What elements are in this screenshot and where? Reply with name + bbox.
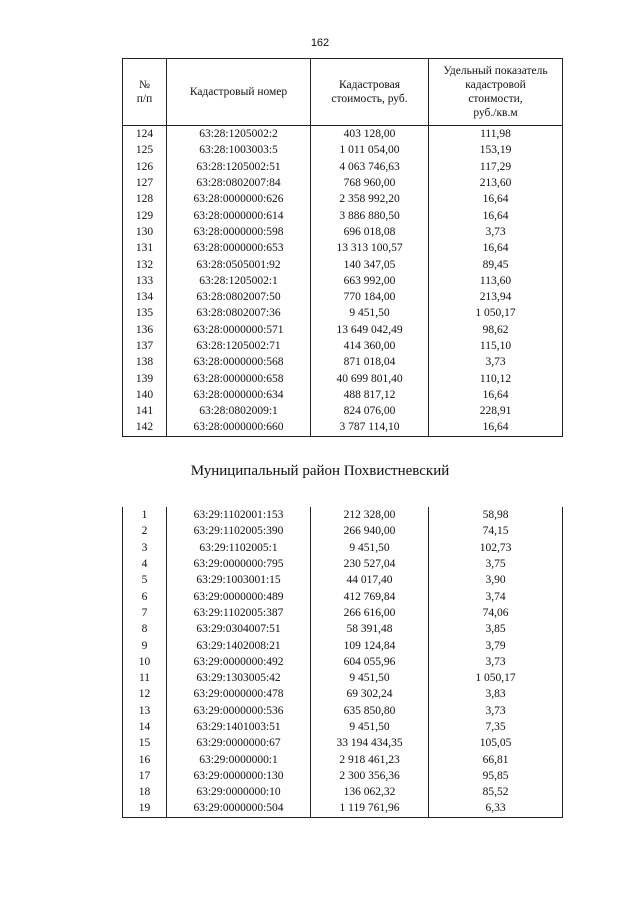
cell-cadastral-value: 1 011 054,00 — [311, 142, 429, 158]
cell-cadastral-value: 770 184,00 — [311, 289, 429, 305]
table-body-bottom — [123, 507, 563, 817]
table-row — [123, 800, 563, 817]
table-row — [123, 523, 563, 539]
cell-specific-value: 16,64 — [429, 240, 563, 256]
cell-num: 128 — [123, 191, 167, 207]
table-row — [123, 735, 563, 751]
cell-specific-value: 117,29 — [429, 159, 563, 175]
cell-cadastral-value: 33 194 434,35 — [311, 735, 429, 751]
cell-num: 19 — [123, 800, 167, 817]
cell-cadastral-value: 230 527,04 — [311, 556, 429, 572]
cell-specific-value: 74,06 — [429, 605, 563, 621]
table-row — [123, 588, 563, 604]
cell-specific-value: 1 050,17 — [429, 305, 563, 321]
cell-cadastral-number: 63:28:1003003:5 — [167, 142, 311, 158]
table-row — [123, 751, 563, 767]
cell-cadastral-value: 488 817,12 — [311, 387, 429, 403]
cell-specific-value: 153,19 — [429, 142, 563, 158]
table-header — [123, 59, 563, 126]
cell-cadastral-value: 109 124,84 — [311, 637, 429, 653]
cell-specific-value: 16,64 — [429, 207, 563, 223]
table-row — [123, 387, 563, 403]
cell-num: 140 — [123, 387, 167, 403]
cell-num: 2 — [123, 523, 167, 539]
table-row — [123, 256, 563, 272]
cell-cadastral-number: 63:29:0304007:51 — [167, 621, 311, 637]
table-row — [123, 540, 563, 556]
cell-cadastral-value: 212 328,00 — [311, 507, 429, 523]
cell-specific-value: 16,64 — [429, 387, 563, 403]
cell-cadastral-number: 63:28:0802009:1 — [167, 403, 311, 419]
table-row — [123, 686, 563, 702]
cell-cadastral-value: 403 128,00 — [311, 126, 429, 143]
cell-cadastral-value: 768 960,00 — [311, 175, 429, 191]
cell-specific-value: 228,91 — [429, 403, 563, 419]
cell-num: 15 — [123, 735, 167, 751]
cell-num: 18 — [123, 784, 167, 800]
cell-num: 127 — [123, 175, 167, 191]
cell-cadastral-value: 663 992,00 — [311, 273, 429, 289]
cell-cadastral-value: 266 940,00 — [311, 523, 429, 539]
header-cadastral-number — [167, 59, 311, 126]
cell-specific-value: 111,98 — [429, 126, 563, 143]
cell-cadastral-number: 63:28:0000000:568 — [167, 354, 311, 370]
table-row — [123, 768, 563, 784]
cell-cadastral-value: 9 451,50 — [311, 719, 429, 735]
cell-num: 125 — [123, 142, 167, 158]
cell-cadastral-value: 3 886 880,50 — [311, 207, 429, 223]
cell-num: 137 — [123, 338, 167, 354]
cell-cadastral-number: 63:28:0000000:634 — [167, 387, 311, 403]
cell-specific-value: 1 050,17 — [429, 670, 563, 686]
cell-num: 133 — [123, 273, 167, 289]
cell-cadastral-value: 69 302,24 — [311, 686, 429, 702]
cell-num: 7 — [123, 605, 167, 621]
cell-num: 3 — [123, 540, 167, 556]
cell-cadastral-number: 63:28:0000000:614 — [167, 207, 311, 223]
cell-cadastral-number: 63:29:1102005:387 — [167, 605, 311, 621]
table-row — [123, 403, 563, 419]
cell-specific-value: 3,79 — [429, 637, 563, 653]
table-row — [123, 572, 563, 588]
table-row — [123, 289, 563, 305]
cell-cadastral-number: 63:29:1102001:153 — [167, 507, 311, 523]
cell-cadastral-number: 63:29:0000000:504 — [167, 800, 311, 817]
cell-cadastral-number: 63:28:0000000:658 — [167, 370, 311, 386]
cell-num: 130 — [123, 224, 167, 240]
cell-cadastral-value: 871 018,04 — [311, 354, 429, 370]
cell-specific-value: 6,33 — [429, 800, 563, 817]
cell-cadastral-number: 63:29:0000000:130 — [167, 768, 311, 784]
cell-specific-value: 66,81 — [429, 751, 563, 767]
cell-cadastral-value: 13 649 042,49 — [311, 322, 429, 338]
cell-cadastral-value: 9 451,50 — [311, 305, 429, 321]
cell-cadastral-value: 604 055,96 — [311, 654, 429, 670]
table-row — [123, 224, 563, 240]
cell-cadastral-number: 63:29:1303005:42 — [167, 670, 311, 686]
cell-num: 138 — [123, 354, 167, 370]
cell-cadastral-number: 63:28:0000000:598 — [167, 224, 311, 240]
cell-specific-value: 3,83 — [429, 686, 563, 702]
cell-num: 141 — [123, 403, 167, 419]
table-row — [123, 621, 563, 637]
table-row — [123, 240, 563, 256]
cell-cadastral-number: 63:29:1402008:21 — [167, 637, 311, 653]
cell-num: 142 — [123, 419, 167, 436]
table-row — [123, 159, 563, 175]
cell-cadastral-number: 63:29:0000000:536 — [167, 703, 311, 719]
cell-cadastral-value: 2 300 356,36 — [311, 768, 429, 784]
cell-specific-value: 102,73 — [429, 540, 563, 556]
table-row — [123, 273, 563, 289]
cell-cadastral-number: 63:29:1102005:390 — [167, 523, 311, 539]
cell-num: 9 — [123, 637, 167, 653]
cell-cadastral-value: 4 063 746,63 — [311, 159, 429, 175]
cell-cadastral-value: 2 358 992,20 — [311, 191, 429, 207]
cell-cadastral-value: 635 850,80 — [311, 703, 429, 719]
cell-specific-value: 3,73 — [429, 654, 563, 670]
cell-num: 11 — [123, 670, 167, 686]
table-row — [123, 419, 563, 436]
cell-cadastral-value: 136 062,32 — [311, 784, 429, 800]
cell-cadastral-value: 3 787 114,10 — [311, 419, 429, 436]
table-row — [123, 637, 563, 653]
cell-specific-value: 85,52 — [429, 784, 563, 800]
cell-specific-value: 74,15 — [429, 523, 563, 539]
header-cadastral-label: Кадастровый номер — [189, 86, 288, 98]
cell-specific-value: 58,98 — [429, 507, 563, 523]
header-row — [123, 59, 563, 126]
cell-cadastral-value: 2 918 461,23 — [311, 751, 429, 767]
page-number: 162 — [310, 37, 330, 49]
cell-num: 10 — [123, 654, 167, 670]
cell-specific-value: 3,73 — [429, 354, 563, 370]
cell-cadastral-number: 63:28:0802007:84 — [167, 175, 311, 191]
cell-num: 6 — [123, 588, 167, 604]
cell-cadastral-number: 63:29:0000000:1 — [167, 751, 311, 767]
cell-cadastral-number: 63:29:0000000:67 — [167, 735, 311, 751]
cell-num: 136 — [123, 322, 167, 338]
section-title: Муниципальный район Похвистневский — [190, 463, 450, 479]
cell-specific-value: 213,94 — [429, 289, 563, 305]
cell-cadastral-value: 414 360,00 — [311, 338, 429, 354]
cell-specific-value: 98,62 — [429, 322, 563, 338]
table-row — [123, 703, 563, 719]
cell-num: 124 — [123, 126, 167, 143]
cell-num: 14 — [123, 719, 167, 735]
header-num — [123, 59, 167, 126]
cell-num: 134 — [123, 289, 167, 305]
table-row — [123, 605, 563, 621]
cell-cadastral-value: 9 451,50 — [311, 540, 429, 556]
table-row — [123, 507, 563, 523]
cell-num: 17 — [123, 768, 167, 784]
cell-cadastral-value: 40 699 801,40 — [311, 370, 429, 386]
cell-cadastral-value: 44 017,40 — [311, 572, 429, 588]
cell-cadastral-number: 63:28:1205002:71 — [167, 338, 311, 354]
cell-num: 131 — [123, 240, 167, 256]
cell-specific-value: 3,73 — [429, 224, 563, 240]
cell-num: 1 — [123, 507, 167, 523]
cell-num: 129 — [123, 207, 167, 223]
table-row — [123, 370, 563, 386]
cell-specific-value: 3,74 — [429, 588, 563, 604]
cell-cadastral-number: 63:29:0000000:795 — [167, 556, 311, 572]
table-row — [123, 338, 563, 354]
cell-specific-value: 16,64 — [429, 191, 563, 207]
cell-cadastral-number: 63:29:0000000:492 — [167, 654, 311, 670]
cell-specific-value: 105,05 — [429, 735, 563, 751]
header-value-label: Кадастровая стоимость, руб. — [331, 79, 408, 105]
cell-cadastral-value: 412 769,84 — [311, 588, 429, 604]
header-cadastral-value — [311, 59, 429, 126]
cell-cadastral-value: 1 119 761,96 — [311, 800, 429, 817]
cell-cadastral-value: 824 076,00 — [311, 403, 429, 419]
header-specific-value — [429, 59, 563, 126]
cell-cadastral-number: 63:28:1205002:1 — [167, 273, 311, 289]
cell-cadastral-number: 63:29:1102005:1 — [167, 540, 311, 556]
cell-specific-value: 3,85 — [429, 621, 563, 637]
cell-cadastral-number: 63:28:0000000:571 — [167, 322, 311, 338]
cell-cadastral-number: 63:28:0000000:653 — [167, 240, 311, 256]
cell-num: 139 — [123, 370, 167, 386]
cell-cadastral-number: 63:28:0802007:50 — [167, 289, 311, 305]
cell-num: 16 — [123, 751, 167, 767]
cell-num: 8 — [123, 621, 167, 637]
header-specific-label: Удельный показатель кадастровой стоимости, руб./кв.м — [443, 65, 548, 119]
cell-num: 135 — [123, 305, 167, 321]
cell-specific-value: 213,60 — [429, 175, 563, 191]
cell-cadastral-value: 13 313 100,57 — [311, 240, 429, 256]
table-row — [123, 556, 563, 572]
cell-cadastral-number: 63:28:0000000:660 — [167, 419, 311, 436]
cell-cadastral-value: 266 616,00 — [311, 605, 429, 621]
cell-specific-value: 16,64 — [429, 419, 563, 436]
table-row — [123, 142, 563, 158]
table-row — [123, 305, 563, 321]
cell-cadastral-number: 63:29:0000000:489 — [167, 588, 311, 604]
cell-specific-value: 95,85 — [429, 768, 563, 784]
cell-cadastral-number: 63:29:1003001:15 — [167, 572, 311, 588]
cell-cadastral-number: 63:28:0505001:92 — [167, 256, 311, 272]
table-row — [123, 670, 563, 686]
table-row — [123, 654, 563, 670]
cell-cadastral-value: 140 347,05 — [311, 256, 429, 272]
cell-cadastral-number: 63:28:1205002:51 — [167, 159, 311, 175]
table-row — [123, 191, 563, 207]
cell-specific-value: 113,60 — [429, 273, 563, 289]
table-row — [123, 126, 563, 143]
cadastral-table-bottom — [122, 507, 563, 818]
cell-specific-value: 89,45 — [429, 256, 563, 272]
cell-num: 5 — [123, 572, 167, 588]
cell-cadastral-number: 63:29:0000000:10 — [167, 784, 311, 800]
table-row — [123, 784, 563, 800]
cell-specific-value: 3,73 — [429, 703, 563, 719]
cell-cadastral-number: 63:29:1401003:51 — [167, 719, 311, 735]
cell-cadastral-number: 63:29:0000000:478 — [167, 686, 311, 702]
cell-cadastral-value: 9 451,50 — [311, 670, 429, 686]
cell-num: 12 — [123, 686, 167, 702]
cell-num: 126 — [123, 159, 167, 175]
cell-cadastral-number: 63:28:0802007:36 — [167, 305, 311, 321]
cell-cadastral-value: 696 018,08 — [311, 224, 429, 240]
cell-specific-value: 3,75 — [429, 556, 563, 572]
table-row — [123, 354, 563, 370]
cell-cadastral-number: 63:28:1205002:2 — [167, 126, 311, 143]
cell-specific-value: 115,10 — [429, 338, 563, 354]
table-row — [123, 207, 563, 223]
cell-num: 4 — [123, 556, 167, 572]
cell-specific-value: 110,12 — [429, 370, 563, 386]
cadastral-table-top — [122, 58, 563, 437]
table-row — [123, 719, 563, 735]
table-body-top — [123, 126, 563, 437]
cell-cadastral-value: 58 391,48 — [311, 621, 429, 637]
header-num-label: № п/п — [136, 79, 153, 105]
table-row — [123, 175, 563, 191]
cell-cadastral-number: 63:28:0000000:626 — [167, 191, 311, 207]
cell-specific-value: 7,35 — [429, 719, 563, 735]
cell-num: 13 — [123, 703, 167, 719]
table-row — [123, 322, 563, 338]
cell-num: 132 — [123, 256, 167, 272]
cell-specific-value: 3,90 — [429, 572, 563, 588]
